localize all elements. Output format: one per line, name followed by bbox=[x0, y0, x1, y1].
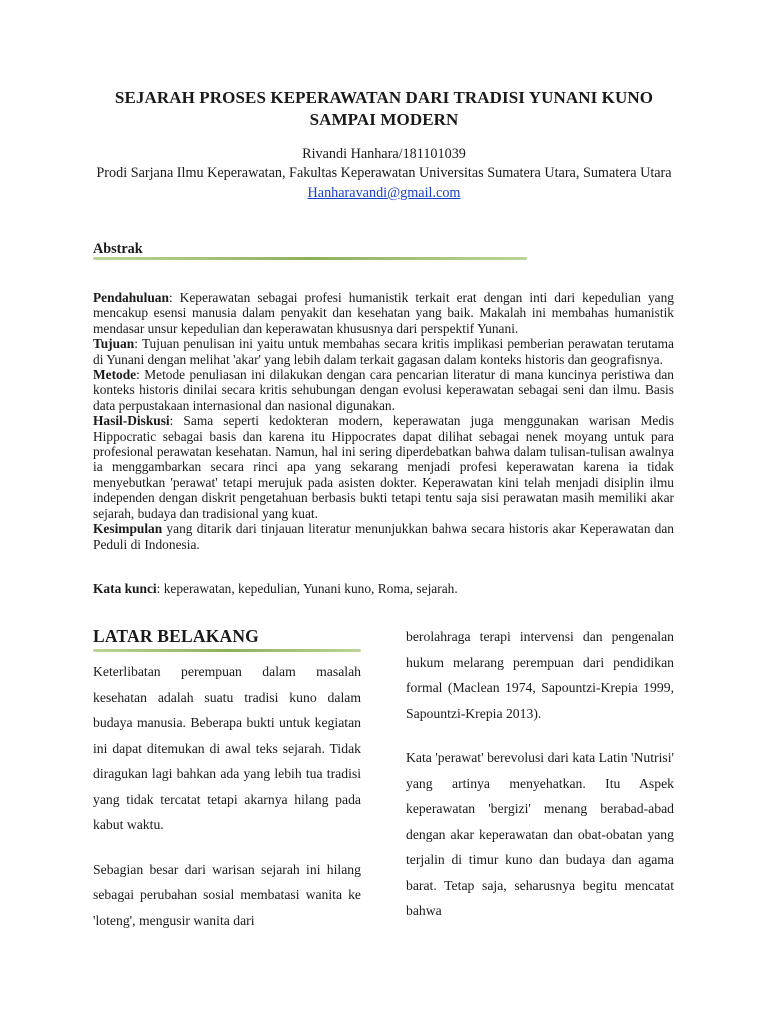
abstract-heading: Abstrak bbox=[93, 241, 143, 257]
abstract-section-tujuan bbox=[93, 336, 674, 367]
author-affiliation: Prodi Sarjana Ilmu Keperawatan, Fakultas Keperawatan Universitas Sumatera Utara, Sumatera Utara bbox=[96, 165, 672, 181]
abstract-section-pendahuluan bbox=[93, 290, 674, 336]
abstract-label: Metode bbox=[93, 367, 137, 383]
paper-title: SEJARAH PROSES KEPERAWATAN DARI TRADISI YUNANI KUNO SAMPAI MODERN bbox=[114, 88, 654, 129]
abstract-label: Pendahuluan bbox=[93, 290, 169, 305]
abstract-text: : Sama seperti kedokteran modern, keperawatan juga menggunakan warisan Medis Hippocratic sebagai basis dan karena itu Hippocrates dapat dilihat sebagai nenek moyang untuk para profesional perawatan kesehatan. Namun, hal ini sering diperdebatkan bahwa dalam tulisan-tulisan awalnya ia menggambarkan secara rinci apa yang sekarang menjadi profesi keperawatan karena ia tidak menyebutkan 'perawat' tetapi merujuk pada asisten dokter. Keperawatan kini telah menjadi disiplin ilmu independen dengan diskrit pengetahuan berbasis bukti tetapi tentu saja sisi perawatan masih memiliki akar sejarah, budaya dan tradisional yang kuat. bbox=[93, 413, 674, 521]
abstract-divider bbox=[93, 257, 527, 260]
section-heading: LATAR BELAKANG bbox=[93, 626, 259, 646]
author-name: Rivandi Hanhara/181101039 bbox=[302, 146, 466, 162]
keywords-label: Kata kunci bbox=[93, 581, 157, 596]
abstract-section-metode bbox=[93, 367, 674, 413]
abstract-body bbox=[93, 290, 674, 552]
abstract-text: yang ditarik dari tinjauan literatur menunjukkan bahwa secara historis akar Keperawatan dan Peduli di Indonesia. bbox=[93, 521, 674, 552]
abstract-label: Tujuan bbox=[93, 336, 135, 352]
abstract-section-hasil-diskusi bbox=[93, 413, 674, 521]
abstract-text: : Keperawatan sebagai profesi humanistik terkait erat dengan inti dari kepedulian yang mencakup esensi manusia dalam penyakit dan kesehatan yang baik. Makalah ini membahas humanistik mendasar unsur kepedulian dan keperawatan khususnya dari perspektif Yunani. bbox=[93, 290, 674, 336]
body-column-right bbox=[406, 624, 674, 924]
author-email-link[interactable]: Hanharavandi@gmail.com bbox=[307, 185, 461, 201]
abstract-text: : Metode penuliasan ini dilakukan dengan cara pencarian literatur di mana kuncinya peristiwa dan konteks historis dinilai secara kritis sehubungan dengan evolusi keperawatan sebagai seni dan ilmu. Basis data perpustakaan internasional dan nasional digunakan. bbox=[93, 367, 674, 413]
keywords-text: : keperawatan, kepedulian, Yunani kuno, Roma, sejarah. bbox=[156, 581, 458, 596]
abstract-label: Hasil-Diskusi bbox=[93, 413, 170, 429]
body-paragraph: Kata 'perawat' berevolusi dari kata Latin 'Nutrisi' yang artinya menyehatkan. Itu Aspek keperawatan 'bergizi' menang berabad-abad dengan akar keperawatan dan obat-obatan yang terjalin di timur kuno dan budaya dan agama barat. Tetap saja, seharusnya begitu mencatat bahwa bbox=[406, 750, 674, 918]
abstract-section-kesimpulan bbox=[93, 521, 674, 552]
body-paragraph: berolahraga terapi intervensi dan pengenalan hukum melarang perempuan dari pendidikan formal (Maclean 1974, Sapountzi-Krepia 1999, Sapountzi-Krepia 2013). bbox=[406, 629, 674, 721]
body-paragraph: Keterlibatan perempuan dalam masalah kesehatan adalah suatu tradisi kuno dalam budaya manusia. Beberapa bukti untuk kegiatan ini dapat ditemukan di awal teks sejarah. Tidak diragukan lagi bahkan ada yang lebih tua tradisi yang tidak tercatat tetapi akarnya hilang pada kabut waktu. bbox=[93, 664, 361, 832]
abstract-text: : Tujuan penulisan ini yaitu untuk membahas secara kritis implikasi pemberian perawatan terutama di Yunani dengan melihat 'akar' yang lebih dalam terkait gagasan dalam konteks historis dan geografisnya. bbox=[93, 336, 674, 367]
section-divider bbox=[93, 649, 361, 652]
body-paragraph: Sebagian besar dari warisan sejarah ini hilang sebagai perubahan sosial membatasi wanita ke 'loteng', mengusir wanita dari bbox=[93, 861, 361, 928]
author-block bbox=[90, 145, 678, 203]
keywords bbox=[93, 581, 674, 597]
abstract-label: Kesimpulan bbox=[93, 521, 163, 537]
body-column-left bbox=[93, 625, 361, 933]
